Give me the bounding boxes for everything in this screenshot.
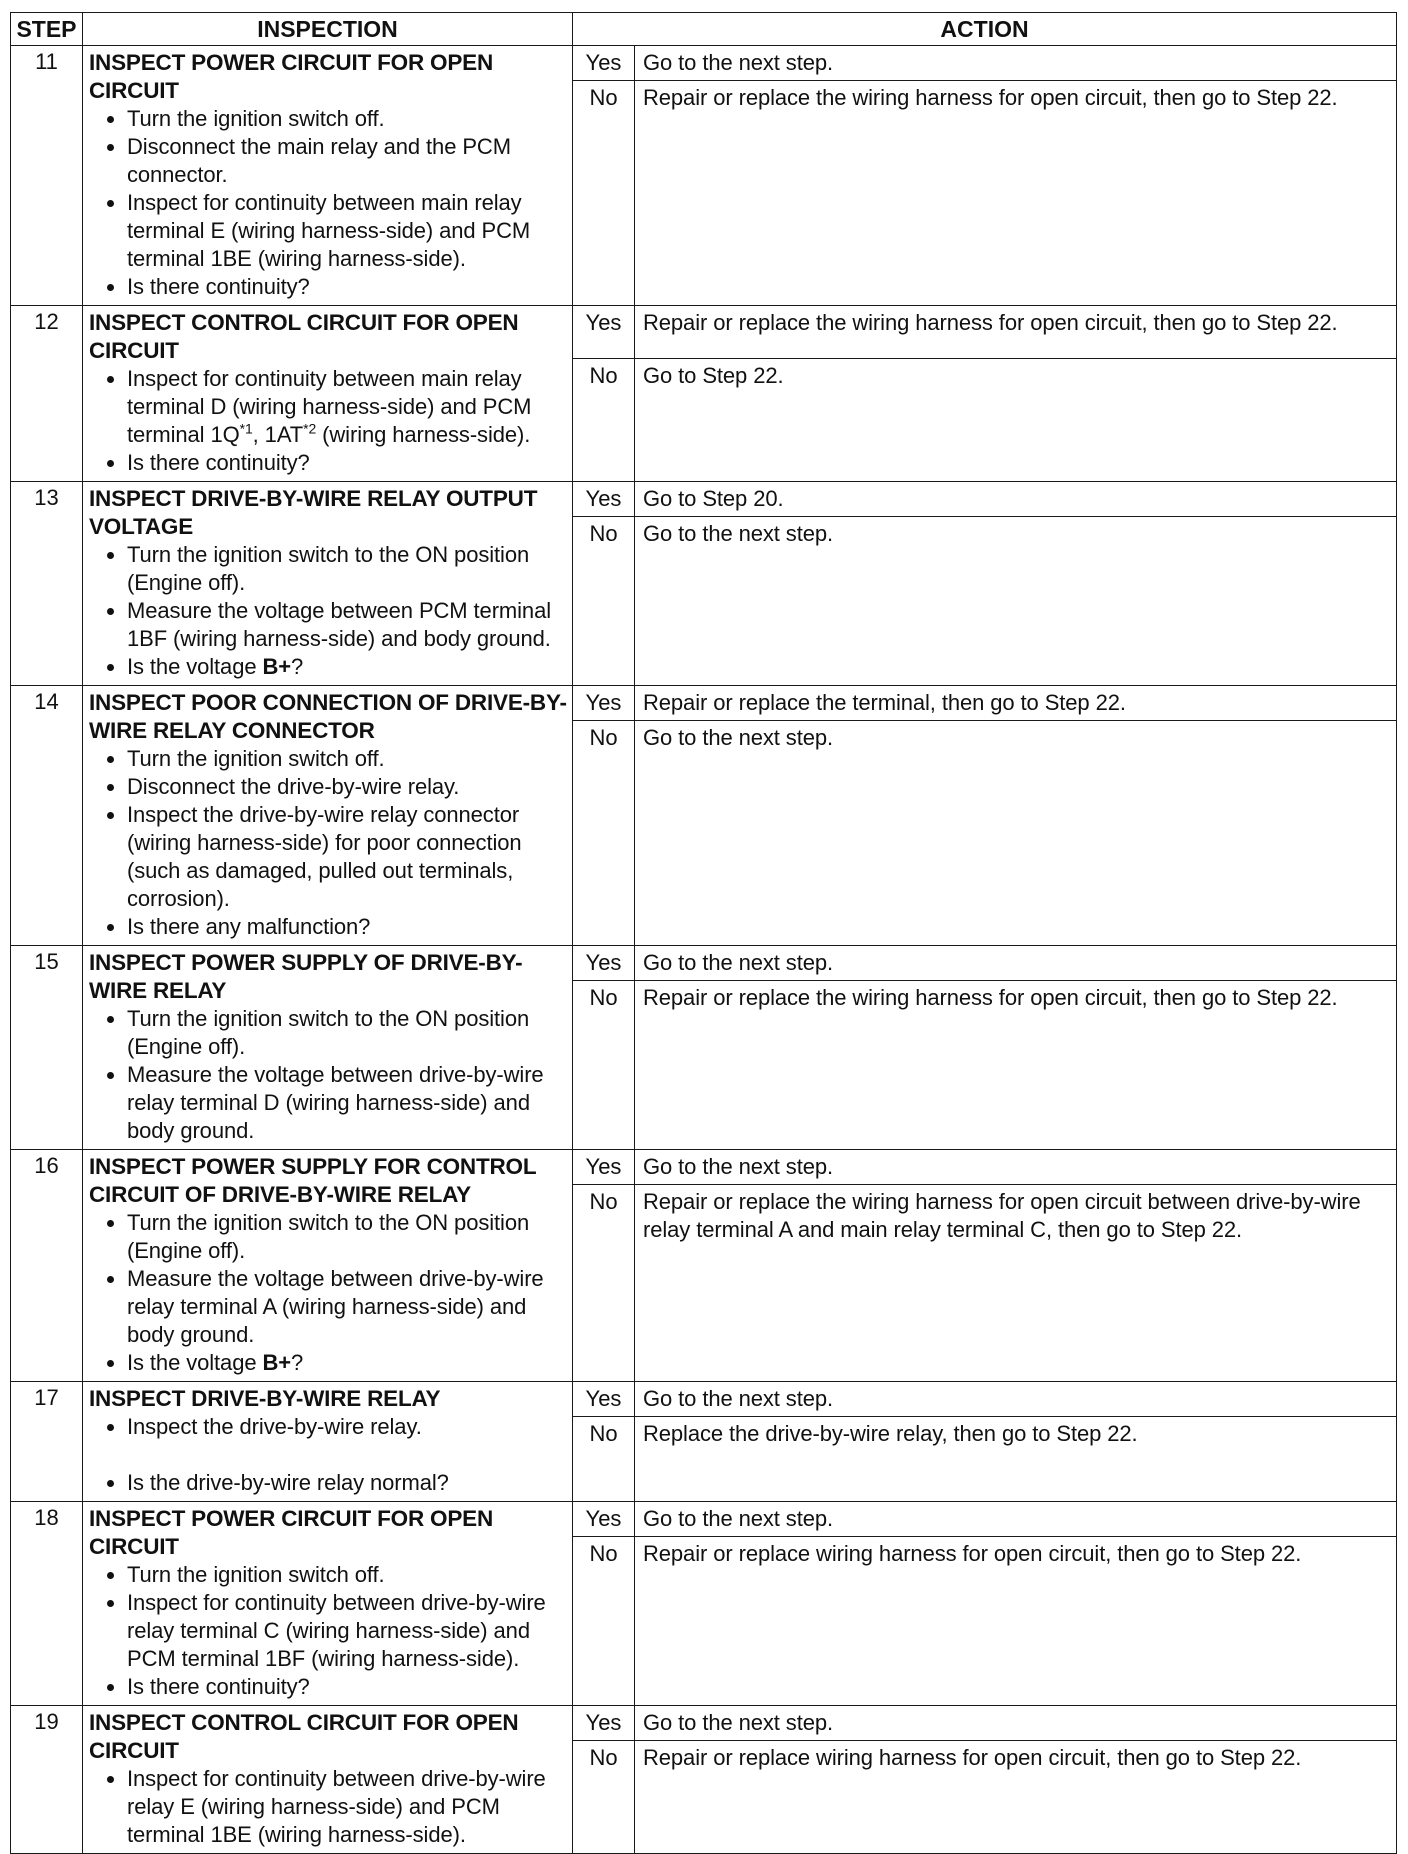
- yes-label: Yes: [573, 482, 635, 517]
- yes-label: Yes: [573, 1382, 635, 1417]
- no-action: Repair or replace the wiring harness for open circuit, then go to Step 22.: [635, 81, 1397, 306]
- step-number: 11: [11, 46, 83, 306]
- bullet-list: [89, 1209, 568, 1377]
- yes-action: Go to the next step.: [635, 1150, 1397, 1185]
- bold-term: B+: [262, 654, 292, 679]
- no-action: Repair or replace the wiring harness for open circuit between drive-by-wire relay terminal A and main relay terminal C, then go to Step 22.: [635, 1185, 1397, 1382]
- document-page: [10, 12, 1396, 1854]
- no-action: Go to Step 22.: [635, 359, 1397, 482]
- yes-action: Go to the next step.: [635, 46, 1397, 81]
- bullet-item: • Measure the voltage between drive-by-wire relay terminal A (wiring harness-side) and body ground.: [127, 1265, 568, 1349]
- bullet-item: • Turn the ignition switch to the ON position (Engine off).: [127, 1209, 568, 1265]
- header-inspection: INSPECTION: [83, 13, 573, 46]
- bullet-item: • Inspect the drive-by-wire relay connector (wiring harness-side) for poor connection (such as damaged, pulled out terminals, corrosion).: [127, 801, 568, 913]
- bullet-item: • Turn the ignition switch to the ON position (Engine off).: [127, 1005, 568, 1061]
- bullet-item: • Is there continuity?: [127, 449, 568, 477]
- step-number: 16: [11, 1150, 83, 1382]
- inspection-cell: [83, 946, 573, 1150]
- no-label: No: [573, 359, 635, 482]
- no-action: Repair or replace wiring harness for open circuit, then go to Step 22.: [635, 1537, 1397, 1706]
- inspection-cell: [83, 1502, 573, 1706]
- bullet-item: • Is the drive-by-wire relay normal?: [127, 1469, 568, 1497]
- inspection-title: INSPECT CONTROL CIRCUIT FOR OPEN CIRCUIT: [89, 1710, 519, 1763]
- bullet-list: [89, 745, 568, 941]
- bullet-item: • Is there continuity?: [127, 1673, 568, 1701]
- bullet-item: [127, 1349, 568, 1377]
- yes-label: Yes: [573, 1150, 635, 1185]
- inspection-cell: [83, 1706, 573, 1854]
- inspection-cell: [83, 46, 573, 306]
- bullet-text: , 1AT: [252, 422, 304, 447]
- inspection-title: INSPECT CONTROL CIRCUIT FOR OPEN CIRCUIT: [89, 310, 519, 363]
- bullet-item: • Turn the ignition switch to the ON position (Engine off).: [127, 541, 568, 597]
- bullet-list: [89, 1561, 568, 1701]
- yes-action: Go to the next step.: [635, 1706, 1397, 1741]
- table-header-row: [11, 13, 1397, 46]
- bullet-item: • Is there continuity?: [127, 273, 568, 301]
- bold-term: B+: [262, 1350, 292, 1375]
- bullet-list: [89, 105, 568, 301]
- footnote-mark: *2: [303, 420, 317, 437]
- no-action: Replace the drive-by-wire relay, then go to Step 22.: [635, 1417, 1397, 1502]
- no-action: Go to the next step.: [635, 721, 1397, 946]
- bullet-item: • Inspect the drive-by-wire relay.: [127, 1413, 568, 1441]
- no-label: No: [573, 721, 635, 946]
- bullet-list: [89, 1413, 568, 1497]
- inspection-title: INSPECT POWER CIRCUIT FOR OPEN CIRCUIT: [89, 1506, 494, 1559]
- header-step: STEP: [11, 13, 83, 46]
- no-label: No: [573, 1537, 635, 1706]
- no-label: No: [573, 81, 635, 306]
- yes-label: Yes: [573, 1502, 635, 1537]
- bullet-text: Inspect for continuity between main relay terminal D (wiring harness-side) and PCM terminal 1Q: [127, 366, 532, 447]
- bullet-text: Is the voltage: [127, 1350, 263, 1375]
- table-row: [11, 46, 1397, 81]
- inspection-title: INSPECT POWER CIRCUIT FOR OPEN CIRCUIT: [89, 50, 494, 103]
- yes-action: Repair or replace the wiring harness for open circuit, then go to Step 22.: [635, 306, 1397, 359]
- bullet-item: • Disconnect the main relay and the PCM connector.: [127, 133, 568, 189]
- yes-action: Repair or replace the terminal, then go to Step 22.: [635, 686, 1397, 721]
- inspection-cell: [83, 482, 573, 686]
- header-action: ACTION: [573, 13, 1397, 46]
- yes-action: Go to the next step.: [635, 1502, 1397, 1537]
- bullet-item: • Is there any malfunction?: [127, 913, 568, 941]
- bullet-item: • Disconnect the drive-by-wire relay.: [127, 773, 568, 801]
- inspection-title: INSPECT DRIVE-BY-WIRE RELAY OUTPUT VOLTAGE: [89, 486, 538, 539]
- bullet-text: ?: [291, 654, 304, 679]
- no-action: Repair or replace the wiring harness for open circuit, then go to Step 22.: [635, 981, 1397, 1150]
- step-number: 19: [11, 1706, 83, 1854]
- step-number: 18: [11, 1502, 83, 1706]
- bullet-list: [89, 541, 568, 681]
- table-row: [11, 482, 1397, 517]
- bullet-text: (wiring harness-side).: [316, 422, 531, 447]
- no-label: No: [573, 1417, 635, 1502]
- step-number: 13: [11, 482, 83, 686]
- bullet-item: [127, 365, 568, 449]
- bullet-text: Is the voltage: [127, 654, 263, 679]
- no-label: No: [573, 1741, 635, 1854]
- yes-label: Yes: [573, 946, 635, 981]
- table-row: [11, 306, 1397, 359]
- step-number: 15: [11, 946, 83, 1150]
- inspection-table: [10, 12, 1397, 1854]
- yes-label: Yes: [573, 1706, 635, 1741]
- yes-label: Yes: [573, 686, 635, 721]
- bullet-item: • Measure the voltage between drive-by-wire relay terminal D (wiring harness-side) and body ground.: [127, 1061, 568, 1145]
- bullet-item: • Inspect for continuity between drive-by-wire relay terminal C (wiring harness-side) and PCM terminal 1BF (wiring harness-side).: [127, 1589, 568, 1673]
- no-label: No: [573, 1185, 635, 1382]
- no-label: No: [573, 981, 635, 1150]
- inspection-title: INSPECT POWER SUPPLY OF DRIVE-BY-WIRE RELAY: [89, 950, 523, 1003]
- step-number: 12: [11, 306, 83, 482]
- bullet-list: [89, 1005, 568, 1145]
- bullet-item: • Measure the voltage between PCM terminal 1BF (wiring harness-side) and body ground.: [127, 597, 568, 653]
- yes-action: Go to Step 20.: [635, 482, 1397, 517]
- bullet-text: ?: [291, 1350, 304, 1375]
- inspection-cell: [83, 306, 573, 482]
- bullet-list: [89, 1765, 568, 1849]
- inspection-title: INSPECT POWER SUPPLY FOR CONTROL CIRCUIT OF DRIVE-BY-WIRE RELAY: [89, 1154, 536, 1207]
- inspection-title: INSPECT DRIVE-BY-WIRE RELAY: [89, 1386, 441, 1411]
- table-row: [11, 686, 1397, 721]
- bullet-item: • Inspect for continuity between drive-by-wire relay E (wiring harness-side) and PCM terminal 1BE (wiring harness-side).: [127, 1765, 568, 1849]
- table-row: [11, 1502, 1397, 1537]
- inspection-cell: [83, 1382, 573, 1502]
- footnote-mark: *1: [239, 420, 253, 437]
- table-row: [11, 1706, 1397, 1741]
- yes-action: Go to the next step.: [635, 1382, 1397, 1417]
- inspection-cell: [83, 1150, 573, 1382]
- no-label: No: [573, 517, 635, 686]
- table-row: [11, 946, 1397, 981]
- yes-label: Yes: [573, 46, 635, 81]
- inspection-title: INSPECT POOR CONNECTION OF DRIVE-BY-WIRE RELAY CONNECTOR: [89, 690, 567, 743]
- no-action: Go to the next step.: [635, 517, 1397, 686]
- table-row: [11, 1382, 1397, 1417]
- step-number: 14: [11, 686, 83, 946]
- yes-action: Go to the next step.: [635, 946, 1397, 981]
- inspection-cell: [83, 686, 573, 946]
- step-number: 17: [11, 1382, 83, 1502]
- no-action: Repair or replace wiring harness for open circuit, then go to Step 22.: [635, 1741, 1397, 1854]
- table-row: [11, 1150, 1397, 1185]
- bullet-item: • Turn the ignition switch off.: [127, 1561, 568, 1589]
- bullet-item: • Turn the ignition switch off.: [127, 105, 568, 133]
- bullet-item: • Turn the ignition switch off.: [127, 745, 568, 773]
- bullet-item: • Inspect for continuity between main relay terminal E (wiring harness-side) and PCM terminal 1BE (wiring harness-side).: [127, 189, 568, 273]
- bullet-list: [89, 365, 568, 477]
- yes-label: Yes: [573, 306, 635, 359]
- bullet-item: [127, 653, 568, 681]
